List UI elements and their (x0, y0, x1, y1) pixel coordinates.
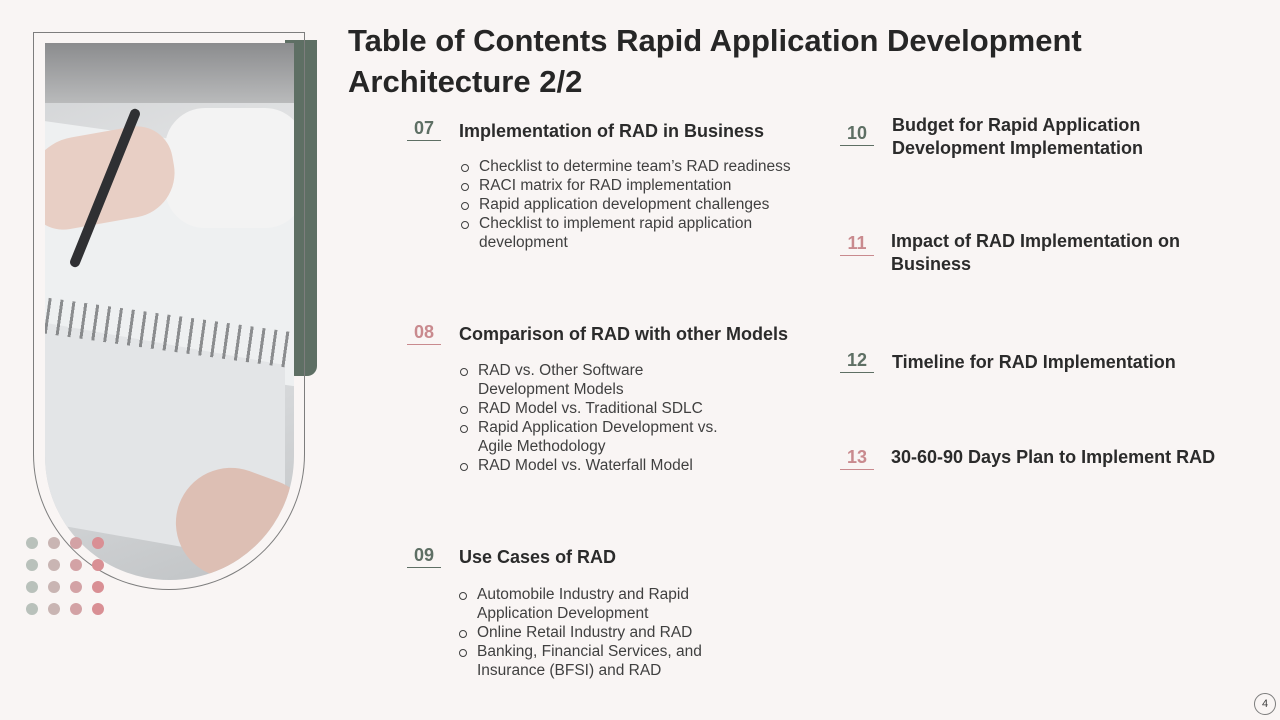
section-number-07: 07 (407, 118, 441, 141)
section-title-10: Budget for Rapid Application Development Implementation (892, 115, 1144, 158)
section-title-12: Timeline for RAD Implementation (892, 352, 1176, 372)
section-number-12: 12 (840, 350, 874, 373)
bullet-item: Automobile Industry and Rapid Application Development (457, 585, 727, 623)
bullet-item: Banking, Financial Services, and Insurance (BFSI) and RAD (457, 642, 735, 680)
bullet-item: RAD Model vs. Waterfall Model (458, 456, 718, 475)
section-title-13: 30-60-90 Days Plan to Implement RAD (891, 447, 1216, 467)
writing-hand-photo (45, 43, 294, 580)
section-title-07: Implementation of RAD in Business (459, 121, 765, 141)
slide-title: Table of Contents Rapid Application Development Architecture 2/2 (348, 23, 1082, 99)
bullet-item: Rapid application development challenges (459, 195, 809, 214)
section-title-08: Comparison of RAD with other Models (459, 324, 789, 344)
photo-frame-outline-top (33, 32, 305, 33)
bullet-item: Checklist to implement rapid application development (459, 214, 779, 252)
section-number-10: 10 (840, 123, 874, 146)
section-number-09: 09 (407, 545, 441, 568)
bullet-item: RAD Model vs. Traditional SDLC (458, 399, 718, 418)
section-number-08: 08 (407, 322, 441, 345)
bullet-item: Rapid Application Development vs. Agile Methodology (458, 418, 718, 456)
section-title-09: Use Cases of RAD (459, 547, 617, 567)
bullet-item: Checklist to determine team’s RAD readiness (459, 157, 809, 176)
section-09-bullets (457, 585, 727, 680)
page-number: 4 (1254, 693, 1276, 715)
section-07-bullets (459, 157, 809, 252)
bullet-item: RAD vs. Other Software Development Models (458, 361, 668, 399)
bullet-item: Online Retail Industry and RAD (457, 623, 727, 642)
section-08-bullets (458, 361, 718, 475)
section-number-13: 13 (840, 447, 874, 470)
section-number-11: 11 (840, 233, 874, 256)
bullet-item: RACI matrix for RAD implementation (459, 176, 809, 195)
section-title-11: Impact of RAD Implementation on Business (891, 231, 1181, 274)
